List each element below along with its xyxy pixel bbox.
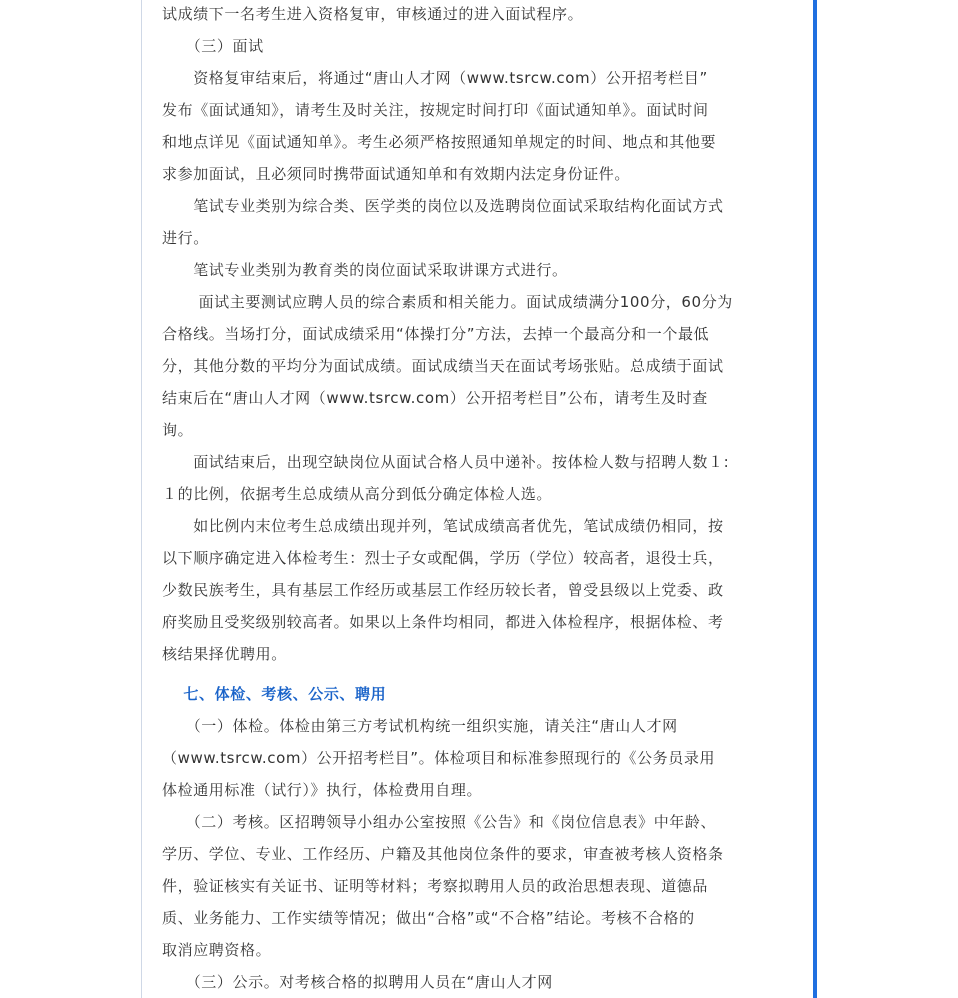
paragraph-line: 试成绩下一名考生进入资格复审，审核通过的进入面试程序。	[162, 5, 584, 23]
paragraph-line: 结束后在“唐山人才网（www.tsrcw.com）公开招考栏目”公布，请考生及时查	[162, 389, 708, 407]
paragraph-line: 以下顺序确定进入体检考生：烈士子女或配偶，学历（学位）较高者，退役士兵，	[162, 549, 724, 567]
paragraph-line: 发布《面试通知》，请考生及时关注，按规定时间打印《面试通知单》。面试时间	[162, 101, 709, 119]
paragraph-line: （二）考核。区招聘领导小组办公室按照《公告》和《岗位信息表》中年龄、	[162, 813, 717, 831]
paragraph-line: 笔试专业类别为综合类、医学类的岗位以及选聘岗位面试采取结构化面试方式	[162, 197, 724, 215]
paragraph-line: 合格线。当场打分，面试成绩采用“体操打分”方法，去掉一个最高分和一个最低	[162, 325, 710, 343]
paragraph-line: 求参加面试，且必须同时携带面试通知单和有效期内法定身份证件。	[162, 165, 631, 183]
paragraph-line: 体检通用标准（试行）》执行，体检费用自理。	[162, 781, 483, 799]
paragraph-line: 府奖励且受奖级别较高者。如果以上条件均相同，都进入体检程序，根据体检、考	[162, 613, 724, 631]
paragraph-line: 面试结束后，出现空缺岗位从面试合格人员中递补。按体检人数与招聘人数１:	[162, 453, 730, 471]
paragraph-line: （www.tsrcw.com）公开招考栏目”。体检项目和标准参照现行的《公务员录用	[162, 749, 716, 767]
paragraph-line: 笔试专业类别为教育类的岗位面试采取讲课方式进行。	[162, 261, 568, 279]
paragraph-line: 资格复审结束后，将通过“唐山人才网（www.tsrcw.com）公开招考栏目”	[162, 69, 708, 87]
paragraph-line: 和地点详见《面试通知单》。考生必须严格按照通知单规定的时间、地点和其他要	[162, 133, 717, 151]
article-right-border	[813, 0, 817, 998]
paragraph-line: 取消应聘资格。	[162, 941, 272, 959]
section-heading: 七、体检、考核、公示、聘用	[162, 685, 387, 703]
paragraph-line: 核结果择优聘用。	[162, 645, 287, 663]
paragraph-line: 分，其他分数的平均分为面试成绩。面试成绩当天在面试考场张贴。总成绩于面试	[162, 357, 724, 375]
paragraph-line: １的比例，依据考生总成绩从高分到低分确定体检人选。	[162, 485, 553, 503]
paragraph-line: 询。	[162, 421, 194, 439]
section-subheading-interview: （三）面试	[162, 37, 264, 55]
article-left-border	[141, 0, 142, 998]
paragraph-line: 件，验证核实有关证书、证明等材料；考察拟聘用人员的政治思想表现、道德品	[162, 877, 709, 895]
paragraph-line: （一）体检。体检由第三方考试机构统一组织实施，请关注“唐山人才网	[162, 717, 678, 735]
paragraph-line: 进行。	[162, 229, 209, 247]
paragraph-line: 少数民族考生，具有基层工作经历或基层工作经历较长者，曾受县级以上党委、政	[162, 581, 724, 599]
article-body	[162, 0, 774, 998]
paragraph-line: 面试主要测试应聘人员的综合素质和相关能力。面试成绩满分100分，60分为	[162, 293, 733, 311]
paragraph-line: 学历、学位、专业、工作经历、户籍及其他岗位条件的要求，审查被考核人资格条	[162, 845, 724, 863]
paragraph-line: 如比例内末位考生总成绩出现并列，笔试成绩高者优先，笔试成绩仍相同，按	[162, 517, 724, 535]
paragraph-line: （三）公示。对考核合格的拟聘用人员在“唐山人才网	[162, 973, 553, 991]
paragraph-line: 质、业务能力、工作实绩等情况；做出“合格”或“不合格”结论。考核不合格的	[162, 909, 695, 927]
